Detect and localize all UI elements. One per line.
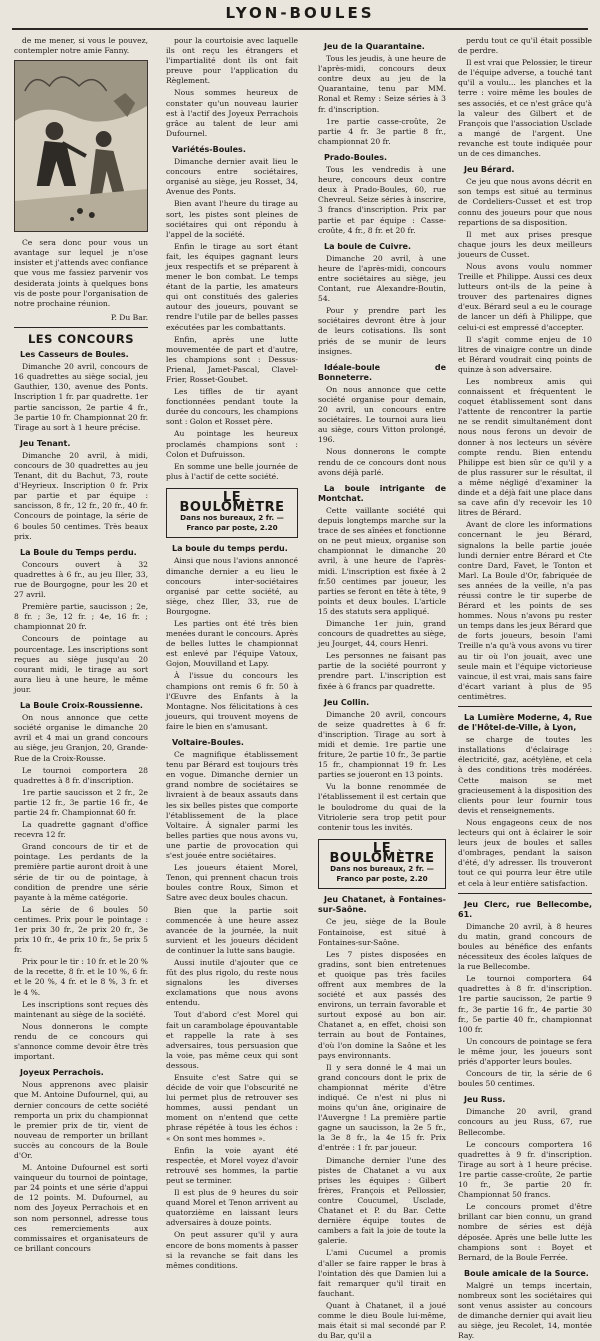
paragraph: Il met aux prises presque chaque jours les deux meilleurs joueurs de Cusset. bbox=[458, 229, 592, 259]
paragraph: Quant à Chatanet, il a joué comme le dieu Boule lui-même, mais était si mal secondé par P. du Bar, qu'il a bbox=[318, 1300, 446, 1341]
paragraph: Les personnes ne faisant pas partie de la société pourront y prendre part. L'inscription est fixée à 6 francs par quadrette. bbox=[318, 651, 446, 691]
boulometre-advertisement bbox=[318, 839, 446, 889]
paragraph: Nous engageons ceux de nos lecteurs qui ont à éclairer le soir leurs jeux de boules et salles d'ombrages, pendant la saison d'été, d'y adresser. Ils trouveront tout ce qui pourra leur être utile et cela à leur entière satisfaction. bbox=[458, 817, 592, 888]
paragraph: Nous avons voulu nommer Treille et Philippe. Aussi ces deux lutteurs ont-ils de la peine à trouver des partenaires dignes d'eux. Bérard seul a eu le courage de lancer un défi à Philippe, que celui-ci est empressé d'accepter. bbox=[458, 261, 592, 332]
divider bbox=[458, 893, 592, 894]
article-title: Jeu Tenant. bbox=[20, 438, 71, 448]
paragraph: Ensuite c'est Satre qui se décide de voir que l'obscurité ne lui permet plus de retrouver ses hommes, aussi pendant un moment on n'entend que cette phrase répétée à tous les échos : « On sont mes hommes ». bbox=[166, 1073, 298, 1143]
paragraph: Dimanche 20 avril, à 8 heures du matin, grand concours de boules au bénéfice des enfants nécessiteux des écoles laïques de la rue Bellecombe. bbox=[458, 921, 592, 972]
paragraph: La série de 6 boules 50 centimes. Prix pour le pointage : 1er prix 30 fr., 2e prix 20 fr., 3e prix 10 fr., 4e prix 10 fr., 5e prix 5 fr. bbox=[14, 904, 148, 955]
paragraph: Aussi inutile d'ajouter que ce fût des plus rigolo, du reste nous signalons les diverses exclamations que nous avons entendu. bbox=[166, 957, 298, 1008]
ad-subtitle: Dans nos bureaux, 2 fr. — Franco par poste, 2.20 bbox=[180, 513, 284, 533]
paragraph: Ce sera donc pour vous un avantage sur lequel je n'ose insister et j'attends avec confiance que vous me fassiez parvenir vos desiderata joints à quelques bons vis de poste pour l'organisation de notre prochaine réunion. bbox=[14, 238, 148, 308]
masthead bbox=[0, 0, 600, 26]
paragraph: Concours de tir, la série de 6 boules 50 centimes. bbox=[458, 1069, 592, 1089]
paragraph: Le concours promet d'être brillant car bien connu, un grand nombre de séries est déjà déposée. Après une belle lutte les champions sont : Boyet et Bernard, de la Boule Ferrée. bbox=[458, 1202, 592, 1262]
ad-title: LE BOULOMÈTRE bbox=[179, 489, 285, 516]
paragraph: À l'issue du concours les champions ont remis 6 fr. 50 à l'Œuvre des Enfants à la Montagne. Nos félicitations à ces joueurs, qui trouvent moyens de faire le bien en s'amusant. bbox=[166, 671, 298, 731]
paragraph: se charge de toutes les installations d'éclairage : électricité, gaz, acétylène, et cela à des conditions très modérées. Cette maison se met gracieusement à la disposition des clients pour leur fournir tous devis et renseignements. bbox=[458, 735, 592, 815]
paragraph: On nous annonce que cette société organise le dimanche 20 avril et 4 mai un grand concours au siège, jeu Granjon, 20, Grande-Rue de la Croix-Rousse. bbox=[14, 713, 148, 763]
article-title: La boule intrigante de Montchat. bbox=[318, 483, 446, 503]
paragraph: Dimanche 20 avril, grand concours au jeu Russ, 67, rue Bellecombe. bbox=[458, 1107, 592, 1137]
article-title: Idéale-boule de Bonneterre. bbox=[318, 362, 446, 382]
paragraph: Nous donnerons le compte rendu de ce concours qui s'annonce comme devoir être très important. bbox=[14, 1021, 148, 1062]
paragraph: Il est plus de 9 heures du soir quand Morel et Tenon arrivent au quatorzième en laissant leurs adversaires à douze points. bbox=[166, 1188, 298, 1228]
paragraph: Un concours de pointage se fera le même jour, les joueurs sont priés d'apporter leurs boules. bbox=[458, 1036, 592, 1066]
paragraph: Enfin le tirage au sort étant fait, les équipes gagnant leurs jeux respectifs et se préparent à mener le bon combat. Le temps étant de la partie, les amateurs qui ont constitués des galeries autour des joueurs, pouvant se rendre l'utile par de belles passes exécutées par les combattants. bbox=[166, 241, 298, 332]
paragraph: L'ami Cucumel a promis d'aller se faire rapper le bras à l'ointation dès que Damien lui a fait remarquer qu'il tirait en fauchant. bbox=[318, 1248, 446, 1298]
paragraph: Il est vrai que Pelossier, le tireur de l'équipe adverse, a touché tant qu'il a voulu... les planches et la terre : voire même les boules de ses associés, et ce n'est grâce qu'à la valeur des Gilbert et de François que l'association Usclade a mangé de l'argent. Une revanche est toute indiquée pour un de ces dimanches. bbox=[458, 58, 592, 159]
paragraph: Dimanche 20 avril, concours de 16 quadrettes au siège social, jeu Gauthier, 130, avenue des Ponts. Inscription 1 fr. par quadrette. 1er partie sancisson, 2e partie 4 fr., 3e partie 10 fr. Championnat 20 fr. Tirage au sort à 1 heure précise. bbox=[14, 362, 148, 432]
article-title: La boule du temps perdu. bbox=[172, 544, 288, 554]
paragraph: Nous apprenons avec plaisir que M. Antoine Dufournel, qui, au dernier concours de cette société remporta un prix du championnat le premier prix de tir, vient de nouveau de remporter un brillant succès au concours de la Boule d'Or. bbox=[14, 1080, 148, 1160]
paragraph: Vu la bonne renommée de l'établissement il est certain que le boulodrome du quai de la Vitriolerie sera trop petit pour contenir tous les invités. bbox=[318, 782, 446, 832]
paragraph: 1re partie saucisson et 2 fr., 2e partie 12 fr., 3e partie 16 fr., 4e partie 24 fr. Championnat 60 fr. bbox=[14, 787, 148, 817]
article-title: Boule amicale de la Source. bbox=[464, 1268, 589, 1278]
paragraph: Dimanche 1er juin, grand concours de quadrettes au siège, jeu Jourget, 44, cours Henri. bbox=[318, 618, 446, 649]
paragraph: Enfin la voie ayant été respectée, et Morel voyez d'avoir retrouvé ses hommes, la partie peut se terminer. bbox=[166, 1145, 298, 1185]
paragraph: Grand concours de tir et de pointage. Les perdants de la première partie auront droit à une série de tir ou de pointage, à condition de prendre une série payante à la même catégorie. bbox=[14, 842, 148, 902]
article-title: Jeu Clerc, rue Bellecombe, 61. bbox=[458, 899, 592, 919]
article-title: Jeu de la Quarantaine. bbox=[324, 42, 425, 51]
paragraph: Tous les vendredis à une heure, concours deux contre deux à Prado-Boules, 60, rue Chevreul. Seize séries à inscrire, 3 francs d'inscription. Prix par partie et par équipe : Casse-croûte, 4 fr., 8 fr. et 20 fr. bbox=[318, 165, 446, 235]
ad-subtitle: Dans nos bureaux, 2 fr. — Franco par poste, 2.20 bbox=[330, 864, 434, 884]
paragraph: M. Antoine Dufournel est sorti vainqueur du tournoi de pointage, par 24 points et une série d'appui de 12 points. M. Dufournel, au nom des Joyeux Perrachois et en son nom personnel, adresse tous ces remerciements aux commissaires et organisateurs de ce brillant concours bbox=[14, 1163, 148, 1253]
article-title: La boule de Cuivre. bbox=[324, 241, 412, 251]
paragraph: Les inscriptions sont reçues dès maintenant au siège de la société. bbox=[14, 999, 148, 1019]
illustration-drawing bbox=[15, 61, 147, 231]
paragraph: Il y sera donné le 4 mai un grand concours dont le prix de championnat mérite d'être indiqué. Ce n'est ni plus ni moins qu'un âne, originaire de l'Auvergne ! La première partie gagne un saucisson, la 2e 5 fr., la 3e 8 fr., la 4e 15 fr. Prix d'entrée : 1 fr. par joueur. bbox=[318, 1062, 446, 1153]
paragraph: Malgré un temps incertain, nombreux sont les sociétaires qui sont venus assister au concours de dimanche dernier qui avait lieu au siège, jeu Recolet, 14, montée Ray. bbox=[458, 1280, 592, 1341]
paragraph: Concours de pointage au pourcentage. Les inscriptions sont reçues au siège jusqu'au 20 courant midi, le tirage au sort aura lieu à une heure, le même jour. bbox=[14, 634, 148, 694]
paragraph: pour la courtoisie avec laquelle ils ont reçu les étrangers et l'impartialité dont ils ont fait preuve pour l'application du Règlement. bbox=[166, 36, 298, 86]
paragraph: perdu tout ce qu'il était possible de perdre. bbox=[458, 36, 592, 56]
paragraph: Les parties ont été très bien menées durant le concours. Après de belles luttes le championnat est enlevé par l'équipe Vatoux, Gojon, Mouvilland et Lapy. bbox=[166, 618, 298, 669]
paragraph: Dimanche dernier l'une des pistes de Chatanet a vu aux prises les équipes : Gilbert frères, François et Pellossier, contre Coucumel, Usclade, Chatanet et P. du Bar. Cette dernière équipe toutes de cambers a fait la joie de toute la galerie. bbox=[318, 1155, 446, 1246]
paragraph: La quadrette gagnant d'office recevra 12 fr. bbox=[14, 820, 148, 840]
article-title: Jeu Collin. bbox=[324, 697, 370, 707]
paragraph: Cette vaillante société qui depuis longtemps marche sur la trace de ses aînées et fonctionne on ne peut mieux, organise son championnat le dimanche 20 avril, à une heure de l'après-midi. L'inscription est fixée à 2 fr.50 centimes par joueur, les parties se feront en tête à tête, 9 points et deux boules. L'article 15 des statuts sera appliqué. bbox=[318, 505, 446, 616]
paragraph: Nous sommes heureux de constater qu'un nouveau laurier est à l'actif des Joyeux Perrachois grâce au talent de leur ami Dufournel. bbox=[166, 88, 298, 138]
paragraph: Première partie, saucisson ; 2e, 8 fr. ; 3e, 12 fr. ; 4e, 16 fr. ; championnat 20 fr. bbox=[14, 602, 148, 632]
paragraph: On peut assurer qu'il y aura encore de bons moments à passer si la revanche se fait dans les mêmes conditions. bbox=[166, 1230, 298, 1270]
header-rule bbox=[12, 28, 588, 30]
boulometre-advertisement bbox=[166, 488, 298, 538]
column-2 bbox=[166, 36, 298, 1270]
article-title: La Boule Croix-Roussienne. bbox=[20, 701, 143, 711]
signature: P. Du Bar. bbox=[110, 312, 148, 322]
article-title: Jeu Russ. bbox=[464, 1095, 506, 1105]
article-title: Prado-Boules. bbox=[324, 152, 388, 162]
paragraph: Dimanche dernier avait lieu le concours entre sociétaires, organisé au siège, jeu Rosset, 34, Avenue des Ponts. bbox=[166, 157, 298, 197]
paragraph: Le tournoi comportera 64 quadrettes à 8 fr. d'inscription. 1re partie saucisson, 2e partie 9 fr., 3e partie 16 fr., 4e partie 30 fr., 5e partie 40 fr., championnat 100 fr. bbox=[458, 974, 592, 1034]
article-title: Voltaire-Boules. bbox=[172, 738, 244, 747]
article-title: Jeu Chatanet, à Fontaines-sur-Saône. bbox=[318, 895, 446, 915]
paragraph: Concours ouvert à 32 quadrettes à 6 fr., au jeu Iller, 33, rue de Bourgogne, pour les 20 et 27 avril. bbox=[14, 559, 148, 600]
paragraph: Bien que la partie soit commencée à une heure assez avancée de la journée, la nuit survient et les joueurs décident de continuer la lutte sans baugie. bbox=[166, 905, 298, 955]
paragraph: Ce jeu, siège de la Boule Fontainoise, est situé à Fontaines-sur-Saône. bbox=[318, 917, 446, 947]
paragraph: Prix pour le tir : 10 fr. et le 20 % de la recette, 8 fr. et le 10 %, 6 fr. et le 20 %, 4 fr. et le 8 %, 3 fr. et le 4 %. bbox=[14, 957, 148, 997]
paragraph: Tout d'abord c'est Morel qui fait un carambolage épouvantable et rappelle la rate à ses adversaires, tous persuasion que la voie, pas même ceux qui sont dessous. bbox=[166, 1010, 298, 1070]
paragraph: Les 7 pistes disposées en gradins, sont bien entretenues et quoique pas très faciles offrent aux membres de la société et aux passés des environs, un terrain favorable et surtout exposé au bon air. Chatanet a, en effet, choisi son terrain au bout de Fontaines, d'où l'on domine la Saône et les pays environnants. bbox=[318, 949, 446, 1060]
paragraph: En somme une belle journée de plus à l'actif de cette société. bbox=[166, 461, 298, 481]
paragraph: Au pointage les heureux proclamés champions sont : Colon et Dufruisson. bbox=[166, 429, 298, 459]
paragraph: Tous les jeudis, à une heure de l'après-midi, concours deux contre deux au jeu de la Quarantaine, tenu par MM. Ronal et Remy : Seize séries à 3 fr. d'inscription. bbox=[318, 54, 446, 114]
column-3 bbox=[318, 36, 446, 1341]
ad-title: LE BOULOMÈTRE bbox=[329, 840, 435, 866]
paragraph: Les joueurs étaient Morel, Tenon, qui prennent chacun trois boules contre Roux, Simon et Satre avec deux boules chacun. bbox=[166, 863, 298, 903]
paragraph: 1re partie casse-croûte, 2e partie 4 fr. 3e partie 8 fr., championnat 20 fr. bbox=[318, 116, 446, 146]
article-title: Variétés-Boules. bbox=[172, 144, 246, 154]
paragraph: Le concours comportera 16 quadrettes à 9 fr. d'inscription. Tirage au sort à 1 heure précise. 1re partie casse-croûte, 2e partie 10 fr., 3e partie 20 fr. Championnat 50 francs. bbox=[458, 1139, 592, 1200]
column-4 bbox=[458, 36, 592, 1341]
paragraph: Les nombreux amis qui connaissent et fréquentent le coquet établissement sont dans l'attente de rencontrer la partie ne se rendit simultanément dont nous nous ferons un devoir de donner à nos lecteurs un sévère compte rendu. Bien entendu Philippe est bien sûr ce qu'il y a de plus rassurer sur le résultat, il a même négligé d'examiner la dinde et a déjà fait une place dans sa cave afin d'y recevoir les 10 litres de Bérard. bbox=[458, 377, 592, 518]
paragraph: de me mener, si vous le pouvez, contempler notre amie Fanny. bbox=[14, 36, 148, 56]
paragraph: On nous annonce que cette société organise pour demain, 20 avril, un concours entre sociétaires. Le tournoi aura lieu au siège, cours Vitton prolongé, 196. bbox=[318, 384, 446, 445]
paragraph: Nous donnerons le compte rendu de ce concours dont nous avons déjà parlé. bbox=[318, 447, 446, 477]
article-title: La Boule du Temps perdu. bbox=[20, 547, 137, 557]
section-title: LES CONCOURS bbox=[27, 331, 134, 346]
newspaper-title: LYON-BOULES bbox=[225, 4, 375, 22]
paragraph: Les tiffles de tir ayant fonctionnées pendant toute la durée du concours, les champions sont : Golon et Rosset père. bbox=[166, 387, 298, 427]
paragraph: Bien avant l'heure du tirage au sort, les pistes sont pleines de sociétaires qui ont répondu à l'appel de la société. bbox=[166, 199, 298, 239]
article-title: Joyeux Perrachois. bbox=[20, 1068, 104, 1078]
article-title: Jeu Bérard. bbox=[464, 165, 515, 175]
column-1 bbox=[14, 36, 148, 1253]
paragraph: Dimanche 20 avril, à une heure de l'après-midi, concours entre sociétaires au siège, jeu Contant, rue Alexandre-Boutin, 54. bbox=[318, 253, 446, 304]
paragraph: Ce jeu que nous avons décrit en son temps est situé au terminus de Cordeliers-Cusset et est trop connu des joueurs pour que nous repartions de sa disposition. bbox=[458, 177, 592, 227]
paragraph: Le tournoi comportera 28 quadrettes à 8 fr. d'inscription. bbox=[14, 765, 148, 785]
paragraph: Ce magnifique établissement tenu par Bérard est toujours très en vogue. Dimanche dernier un grand nombre de sociétaires se livraient à de beaux assauts dans les six belles pistes que comporte l'établissement de la place Voltaire. À signaler parmi les belles parties que nous avons vu, une partie de provocation qui s'est jouée entre sociétaires. bbox=[166, 750, 298, 861]
paragraph: Il s'agit comme enjeu de 10 litres de vinaigre contre un dinde et Bérard voudrait cinq points de quinze à son adversaire. bbox=[458, 334, 592, 374]
paragraph: Dimanche 20 avril, concours de seize quadrettes à 6 fr. d'inscription. Tirage au sort à midi et demie. 1re partie une friture, 2e partie 10 fr., 3e partie 15 fr., championnat 19 fr. Les parties se joueront en 13 points. bbox=[318, 709, 446, 780]
paragraph: Enfin, après une lutte mouvementée de part et d'autre, les champions sont : Dessus-Prienal, Jamet-Pascal, Clavel-Frier, Rosset-Goubet. bbox=[166, 334, 298, 384]
paragraph: Pour y prendre part les sociétaires devront être à jour de leurs cotisations. Ils sont priés de se munir de leurs insignes. bbox=[318, 306, 446, 356]
divider bbox=[14, 327, 148, 328]
article-title: La Lumière Moderne, 4, Rue de l'Hôtel-de-Ville, à Lyon, bbox=[458, 713, 592, 733]
divider bbox=[458, 706, 592, 707]
petanque-illustration bbox=[14, 60, 148, 232]
paragraph: Dimanche 20 avril, à midi, concours de 30 quadrettes au jeu Tenant, dit du Bachut, 73, route d'Heyrieux. Inscription 0 fr. Prix par partie et par équipe : sancisson, 8 fr., 12 fr., 20 fr., 40 fr. Concours de pointage, la série de 6 boules 50 centimes. Très beaux prix. bbox=[14, 450, 148, 541]
article-title: Les Casseurs de Boules. bbox=[20, 350, 129, 360]
paragraph: Ainsi que nous l'avions annoncé dimanche dernier a eu lieu le concours inter-sociétaires organisé par cette société, au siège, chez Iller, 33, rue de Bourgogne. bbox=[166, 556, 298, 616]
paragraph: Avant de clore les informations concernant le jeu Bérard, signalons la belle partie jouée lundi dernier entre Bérard et Cte contre Dard, Favet, le Tonton et Marl. La Boule d'Or, fabriquée de ses années de la veille, n'a pas réussi contre le tir superbe de Bérard et les points de ses hommes. Nous n'avons pu rester un temps dans les jeux Bérard que de forts joueurs, besoin l'ami Treille n'a qu'à vous avons vu tirer au tir où l'on jouait, avec une seule main et l'équipe victorieuse vaincue, il est vrai, mais sans faire d'écart variant à plus de 95 centimètres. bbox=[458, 520, 592, 701]
